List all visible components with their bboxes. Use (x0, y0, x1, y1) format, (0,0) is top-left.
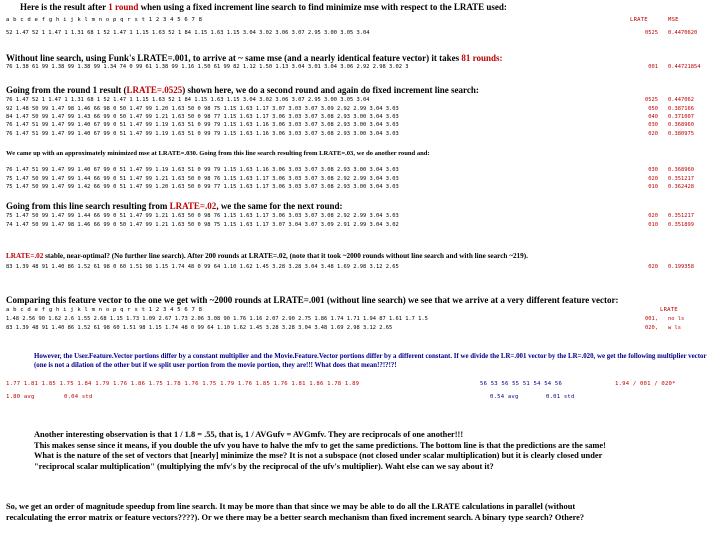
no-linesearch-table (6, 63, 720, 71)
column-header: a b c d e f g h i j k l m n o p q r s t 1 2 3 4 5 6 7 8 (6, 17, 203, 23)
column-header: a b c d e f g h i j k l m n o p q r s t 1 2 3 4 5 6 7 8 (6, 307, 203, 313)
table-row: 76 1.47 52 1 1.47 1 1.31 68 1 52 1.47 1 1.15 1.63 52 1 84 1.15 1.63 1.15 3.04 3.02 3.06 3.07 2.95 3.00 3.05 3.04 0525 0.447062 (6, 97, 694, 104)
intro-text: Here is the result after 1 round when using a fixed increment line search to find minimize mse with respect to the LRATE used: (20, 2, 507, 12)
table-row: 1.48 2.56 90 1.62 2.6 1.55 2.68 1.15 1.73 1.09 2.67 1.73 2.06 3.08 90 1.76 1.16 2.07 2.90 2.75 1.86 1.74 1.71 1.94 87 1.61 1.7 1.5 001, no ls (6, 316, 685, 323)
lrate-header: LRATE (660, 307, 678, 313)
reciprocal-paragraph (34, 430, 714, 472)
mse-header: MSE (668, 17, 679, 23)
table-row: 92 1.48 50 99 1.47 98 1.46 66 98 0 50 1.47 99 1.20 1.63 50 0 98 75 1.15 1.63 1.17 3.07 3.03 3.07 3.09 2.92 2.99 3.04 3.03 050 0.387166 (6, 105, 694, 112)
avg-2: 0.54 avg (490, 394, 519, 400)
table-row: 76 1.47 51 99 1.47 99 1.40 67 99 0 51 1.47 99 1.19 1.63 51 0 99 79 1.15 1.63 1.16 3.06 3.03 3.07 3.08 2.93 3.00 3.04 3.03 030 0.368960 (6, 122, 694, 129)
stable-text: LRATE=.02 stable, near-optimal? (No further line search). After 200 rounds at LRATE=.02, (note that it took ~2000 rounds without line search and with line search ~219). (6, 252, 528, 260)
table-row: 83 1.39 48 91 1.40 86 1.52 61 98 60 1.51 98 1.15 1.74 48 0 99 64 1.10 1.62 1.45 3.28 3.28 3.04 3.48 1.69 2.98 3.12 2.65 020, w ls (6, 324, 681, 331)
multiplier-tail: 56 53 56 55 51 54 54 56 (480, 381, 563, 387)
final-table (6, 263, 720, 271)
round3-text: We came up with an approximately minimized mse at LRATE=.030. Going from this line search resulting from LRATE=.03, we do another round and: (6, 150, 430, 157)
comparison-text: Comparing this feature vector to the one we get with ~2000 rounds at LRATE=.001 (without line search) we see that we arrive at a very different feature vector: (6, 295, 619, 305)
speedup-paragraph (6, 502, 686, 523)
lrate-header: LRATE (630, 17, 648, 23)
table-row: 52 1.47 52 1 1.47 1 1.31 68 1 52 1.47 1 1.15 1.63 52 1 84 1.15 1.63 1.15 3.04 3.02 3.06 3.07 2.95 3.00 3.05 3.04 0525 0.4470620 (6, 30, 698, 37)
table-row: 84 1.47 50 99 1.47 99 1.43 66 99 0 50 1.47 99 1.21 1.63 50 0 98 77 1.15 1.63 1.17 3.06 3.03 3.07 3.08 2.93 3.00 3.04 3.03 040 0.371007 (6, 113, 694, 120)
no-linesearch-text: Without line search, using Funk's LRATE=.001, to arrive at ~ same mse (and a nearly identical feature vector) it takes 81 rounds: (6, 53, 503, 63)
multiplier-text: However, the User.Feature.Vector portions differ by a constant multiplier and the Movie.Feature.Vector portions differ by a different constant. If we divide the LR=.001 vector by the LR=.020, we get the following multiplier vector (one is not a dilation of the other but if we split user portion from the movie portion, they are!!! What does that mean!?!?!?! (34, 353, 707, 369)
std-2: 0.01 std (546, 394, 575, 400)
avg-1: 1.80 avg (6, 394, 35, 400)
paragraph-line: So, we get an order of magnitude speedup from line search. It may be more than that since we may be able to do all the LRATE calculations in parallel (without (6, 502, 576, 511)
paragraph-line: What is the nature of the set of vectors that [nearly] minimize the mse? It is not a subspace (not closed under scalar multiplication) but it is clearly closed under (34, 451, 603, 461)
round2-table (6, 96, 720, 138)
paragraph-line: "reciprocal scalar multiplication" (multiplying the mfv's by the reciprocal of the ufv's multiplier). Waht else can we say about it? (34, 461, 494, 471)
round4-table (6, 212, 720, 229)
round2-text: Going from the round 1 result (LRATE=.0525) shown here, we do a second round and again do fixed increment line search: (6, 85, 479, 95)
table-row: 75 1.47 50 99 1.47 99 1.42 66 99 0 51 1.47 99 1.20 1.63 50 0 99 77 1.15 1.63 1.17 3.06 3.03 3.07 3.08 2.93 3.00 3.04 3.03 010 0.362428 (6, 183, 694, 190)
multiplier-row: 1.77 1.81 1.85 1.75 1.84 1.79 1.76 1.86 1.75 1.78 1.76 1.75 1.79 1.76 1.85 1.76 1.81 1.86 1.78 1.89 (6, 381, 360, 387)
std-1: 0.04 std (64, 394, 93, 400)
round4-text: Going from this line search resulting from LRATE=.02, we the same for the next round: (6, 201, 343, 211)
round1-table (6, 29, 720, 37)
round3-table (6, 166, 720, 191)
table-row: 76 1.47 51 99 1.47 99 1.40 67 99 0 51 1.47 99 1.19 1.63 51 0 99 79 1.15 1.63 1.16 3.06 3.03 3.07 3.08 2.93 3.00 3.04 3.03 020 0.380975 (6, 130, 694, 137)
comparison-table (6, 315, 720, 332)
paragraph-line: Another interesting observation is that 1 / 1.8 = .55, that is, 1 / AVGufv = AVGmfv. They are reciprocals of one another!!! (34, 430, 464, 439)
table-row: 75 1.47 50 99 1.47 99 1.44 66 99 0 51 1.47 99 1.21 1.63 50 0 98 76 1.15 1.63 1.17 3.06 3.03 3.07 3.08 2.92 2.99 3.04 3.03 020 0.351217 (6, 175, 694, 182)
multiplier-end: 1.94 / 001 / 020* (615, 381, 676, 387)
table-row: 76 1.47 51 99 1.47 99 1.40 67 99 0 51 1.47 99 1.19 1.63 51 0 99 79 1.15 1.63 1.16 3.06 3.03 3.07 3.08 2.93 3.00 3.04 3.03 030 0.368960 (6, 167, 694, 174)
table-row: 74 1.47 50 99 1.47 98 1.46 66 99 0 50 1.47 99 1.21 1.63 50 0 98 75 1.15 1.63 1.17 3.07 3.04 3.07 3.09 2.91 2.99 3.04 3.02 010 0.351899 (6, 221, 694, 228)
table-row: 76 1.38 61 99 1.38 99 1.38 99 1.34 74 0 99 61 1.38 99 1.16 1.50 61 99 82 1.12 1.50 1.13 3.04 3.01 3.04 3.06 2.92 2.98 3.02 3 001 0.44721854 (6, 64, 701, 71)
paragraph-line: This makes sense since it means, if you double the ufv you have to halve the mfv to get the same predictions. The bottom line is that the predictions are the same! (34, 440, 606, 450)
table-row: 83 1.39 48 91 1.40 86 1.52 61 98 0 60 1.51 98 1.15 1.74 48 0 99 64 1.10 1.62 1.45 3.28 3.28 3.04 3.48 1.69 2.98 3.12 2.65 020 0.199358 (6, 264, 694, 271)
table-row: 75 1.47 50 99 1.47 99 1.44 66 99 0 51 1.47 99 1.21 1.63 50 0 98 76 1.15 1.63 1.17 3.06 3.03 3.07 3.08 2.92 2.99 3.04 3.03 020 0.351217 (6, 213, 694, 220)
paragraph-line: recalculating the error matrix or feature vectors????). Or we there may be a better search mechanism than fixed increment search. A binary type search? Othere? (6, 512, 585, 522)
